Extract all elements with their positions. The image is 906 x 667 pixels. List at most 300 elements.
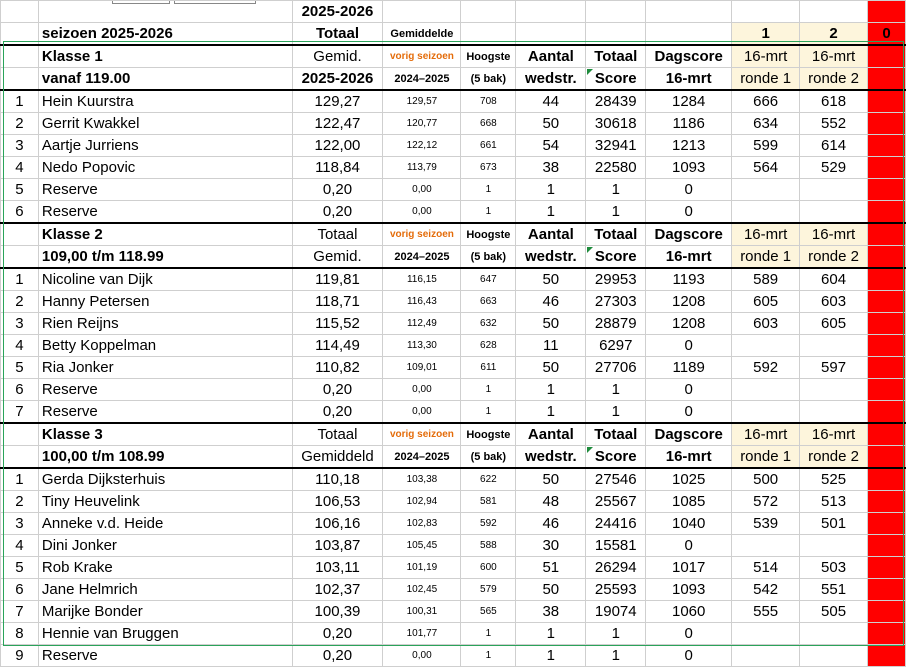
matches-cell[interactable]: 50 — [516, 357, 586, 379]
player-name[interactable]: Jane Helmrich — [38, 579, 292, 601]
high-score-cell[interactable]: 647 — [461, 268, 516, 291]
prev-season-avg[interactable]: 0,00 — [383, 645, 461, 667]
red-column-cell[interactable] — [868, 423, 906, 446]
player-name[interactable]: Reserve — [38, 645, 292, 667]
matches-header-bottom[interactable]: wedstr. — [516, 246, 586, 269]
red-column-cell[interactable] — [868, 113, 906, 135]
prev-season-avg[interactable]: 102,45 — [383, 579, 461, 601]
red-column-cell[interactable] — [868, 201, 906, 224]
matches-cell[interactable]: 30 — [516, 535, 586, 557]
rank-cell[interactable]: 1 — [1, 90, 39, 113]
matches-cell[interactable]: 50 — [516, 579, 586, 601]
high-header-bottom[interactable]: (5 bak) — [461, 246, 516, 269]
matches-cell[interactable]: 50 — [516, 313, 586, 335]
matches-cell[interactable]: 44 — [516, 90, 586, 113]
red-column-cell[interactable] — [868, 268, 906, 291]
dagscore-cell[interactable]: 1213 — [646, 135, 732, 157]
round2-header-bottom[interactable]: ronde 2 — [800, 246, 868, 269]
total-score-cell[interactable]: 26294 — [586, 557, 646, 579]
high-score-cell[interactable]: 663 — [461, 291, 516, 313]
average-cell[interactable]: 119,81 — [292, 268, 383, 291]
high-score-cell[interactable]: 565 — [461, 601, 516, 623]
dagscore-cell[interactable]: 1017 — [646, 557, 732, 579]
prev-season-years[interactable]: 2024–2025 — [383, 446, 461, 469]
round1-score[interactable] — [732, 201, 800, 224]
round2-score[interactable]: 614 — [800, 135, 868, 157]
rank-cell[interactable]: 5 — [1, 179, 39, 201]
average-cell[interactable]: 122,00 — [292, 135, 383, 157]
dagscore-cell[interactable]: 0 — [646, 401, 732, 424]
matches-cell[interactable]: 46 — [516, 513, 586, 535]
red-column-cell[interactable] — [868, 68, 906, 91]
high-score-cell[interactable]: 673 — [461, 157, 516, 179]
player-name[interactable]: Nedo Popovic — [38, 157, 292, 179]
matches-header-top[interactable]: Aantal — [516, 423, 586, 446]
high-score-cell[interactable]: 622 — [461, 468, 516, 491]
player-name[interactable]: Ria Jonker — [38, 357, 292, 379]
round1-score[interactable] — [732, 335, 800, 357]
red-column-cell[interactable] — [868, 357, 906, 379]
red-column-cell[interactable] — [868, 401, 906, 424]
cell[interactable] — [1, 246, 39, 269]
matches-cell[interactable]: 50 — [516, 268, 586, 291]
cell[interactable] — [1, 1, 39, 23]
matches-cell[interactable]: 50 — [516, 113, 586, 135]
red-column-cell[interactable] — [868, 179, 906, 201]
prev-season-avg[interactable]: 100,31 — [383, 601, 461, 623]
round2-header-bottom[interactable]: ronde 2 — [800, 446, 868, 469]
high-score-cell[interactable]: 579 — [461, 579, 516, 601]
red-column-cell[interactable] — [868, 645, 906, 667]
high-score-cell[interactable]: 632 — [461, 313, 516, 335]
prev-season-avg[interactable]: 0,00 — [383, 179, 461, 201]
average-cell[interactable]: 0,20 — [292, 623, 383, 645]
red-column-cell[interactable] — [868, 90, 906, 113]
dagscore-cell[interactable]: 1208 — [646, 291, 732, 313]
matches-cell[interactable]: 1 — [516, 379, 586, 401]
class-name[interactable]: Klasse 2 — [38, 223, 292, 246]
player-name[interactable]: Rien Reijns — [38, 313, 292, 335]
average-cell[interactable]: 110,18 — [292, 468, 383, 491]
round2-score[interactable]: 513 — [800, 491, 868, 513]
avg-header-top[interactable]: Totaal — [292, 423, 383, 446]
round2-score[interactable]: 503 — [800, 557, 868, 579]
round1-header-top[interactable]: 16-mrt — [732, 223, 800, 246]
round1-header-top[interactable]: 16-mrt — [732, 45, 800, 68]
player-name[interactable]: Gerrit Kwakkel — [38, 113, 292, 135]
round2-score[interactable]: 525 — [800, 468, 868, 491]
average-cell[interactable]: 103,11 — [292, 557, 383, 579]
round1-score[interactable]: 592 — [732, 357, 800, 379]
player-name[interactable]: Rob Krake — [38, 557, 292, 579]
rank-cell[interactable]: 7 — [1, 401, 39, 424]
round2-score[interactable]: 603 — [800, 291, 868, 313]
cell[interactable] — [1, 223, 39, 246]
prev-season-avg[interactable]: 102,83 — [383, 513, 461, 535]
round1-score[interactable]: 589 — [732, 268, 800, 291]
prev-season-avg[interactable]: 112,49 — [383, 313, 461, 335]
average-cell[interactable]: 0,20 — [292, 179, 383, 201]
high-header-top[interactable]: Hoogste — [461, 45, 516, 68]
round1-score[interactable] — [732, 535, 800, 557]
dagscore-cell[interactable]: 0 — [646, 623, 732, 645]
dagscore-cell[interactable]: 1040 — [646, 513, 732, 535]
round2-score[interactable]: 529 — [800, 157, 868, 179]
player-name[interactable]: Reserve — [38, 379, 292, 401]
total-score-header-bottom[interactable]: Score — [586, 246, 646, 269]
class-name[interactable]: Klasse 3 — [38, 423, 292, 446]
round1-score[interactable]: 500 — [732, 468, 800, 491]
last-column-number[interactable]: 0 — [868, 23, 906, 46]
round1-score[interactable]: 555 — [732, 601, 800, 623]
cell[interactable] — [1, 68, 39, 91]
rank-cell[interactable]: 6 — [1, 379, 39, 401]
rank-cell[interactable]: 2 — [1, 291, 39, 313]
player-name[interactable]: Reserve — [38, 201, 292, 224]
average-cell[interactable]: 106,53 — [292, 491, 383, 513]
high-score-cell[interactable]: 1 — [461, 645, 516, 667]
rank-cell[interactable]: 5 — [1, 557, 39, 579]
matches-cell[interactable]: 51 — [516, 557, 586, 579]
round1-score[interactable]: 666 — [732, 90, 800, 113]
total-score-header-bottom[interactable]: Score — [586, 446, 646, 469]
red-column-cell[interactable] — [868, 601, 906, 623]
gemiddelde-label[interactable]: Gemiddelde — [383, 23, 461, 46]
matches-cell[interactable]: 1 — [516, 645, 586, 667]
rank-cell[interactable]: 4 — [1, 535, 39, 557]
prev-season-header[interactable]: vorig seizoen — [383, 45, 461, 68]
player-name[interactable]: Nicoline van Dijk — [38, 268, 292, 291]
round2-score[interactable] — [800, 535, 868, 557]
round2-score[interactable] — [800, 645, 868, 667]
rank-cell[interactable]: 3 — [1, 313, 39, 335]
rank-cell[interactable]: 4 — [1, 157, 39, 179]
round2-score[interactable]: 618 — [800, 90, 868, 113]
player-name[interactable]: Dini Jonker — [38, 535, 292, 557]
high-score-cell[interactable]: 1 — [461, 179, 516, 201]
high-score-cell[interactable]: 581 — [461, 491, 516, 513]
total-score-header-top[interactable]: Totaal — [586, 45, 646, 68]
matches-cell[interactable]: 46 — [516, 291, 586, 313]
average-cell[interactable]: 110,82 — [292, 357, 383, 379]
prev-season-avg[interactable]: 129,57 — [383, 90, 461, 113]
red-column-cell[interactable] — [868, 1, 906, 23]
prev-season-years[interactable]: 2024–2025 — [383, 246, 461, 269]
class-range[interactable]: vanaf 119.00 — [38, 68, 292, 91]
round1-score[interactable]: 605 — [732, 291, 800, 313]
high-score-cell[interactable]: 1 — [461, 401, 516, 424]
round1-score[interactable]: 542 — [732, 579, 800, 601]
round2-header-top[interactable]: 16-mrt — [800, 423, 868, 446]
round1-header-bottom[interactable]: ronde 1 — [732, 446, 800, 469]
round2-score[interactable]: 505 — [800, 601, 868, 623]
high-header-bottom[interactable]: (5 bak) — [461, 68, 516, 91]
player-name[interactable]: Aartje Jurriens — [38, 135, 292, 157]
red-column-cell[interactable] — [868, 157, 906, 179]
total-score-cell[interactable]: 27706 — [586, 357, 646, 379]
dagscore-cell[interactable]: 1085 — [646, 491, 732, 513]
red-column-cell[interactable] — [868, 557, 906, 579]
total-score-cell[interactable]: 1 — [586, 401, 646, 424]
rank-cell[interactable]: 1 — [1, 468, 39, 491]
red-column-cell[interactable] — [868, 491, 906, 513]
total-score-cell[interactable]: 1 — [586, 201, 646, 224]
red-column-cell[interactable] — [868, 535, 906, 557]
matches-header-bottom[interactable]: wedstr. — [516, 446, 586, 469]
high-score-cell[interactable]: 661 — [461, 135, 516, 157]
rank-cell[interactable]: 2 — [1, 491, 39, 513]
cell[interactable] — [646, 23, 732, 46]
prev-season-avg[interactable]: 120,77 — [383, 113, 461, 135]
prev-season-avg[interactable]: 113,30 — [383, 335, 461, 357]
red-column-cell[interactable] — [868, 623, 906, 645]
red-column-cell[interactable] — [868, 246, 906, 269]
average-cell[interactable]: 102,37 — [292, 579, 383, 601]
average-cell[interactable]: 0,20 — [292, 401, 383, 424]
dagscore-header-bottom[interactable]: 16-mrt — [646, 246, 732, 269]
matches-cell[interactable]: 1 — [516, 401, 586, 424]
rank-cell[interactable]: 1 — [1, 268, 39, 291]
high-score-cell[interactable]: 628 — [461, 335, 516, 357]
prev-season-years[interactable]: 2024–2025 — [383, 68, 461, 91]
total-score-cell[interactable]: 29953 — [586, 268, 646, 291]
dagscore-cell[interactable]: 1208 — [646, 313, 732, 335]
round1-score[interactable]: 572 — [732, 491, 800, 513]
rank-cell[interactable]: 3 — [1, 135, 39, 157]
dagscore-cell[interactable]: 1193 — [646, 268, 732, 291]
high-score-cell[interactable]: 1 — [461, 201, 516, 224]
total-score-header-top[interactable]: Totaal — [586, 223, 646, 246]
round2-score[interactable]: 605 — [800, 313, 868, 335]
cell[interactable] — [461, 1, 516, 23]
matches-cell[interactable]: 1 — [516, 179, 586, 201]
cell[interactable] — [586, 23, 646, 46]
matches-cell[interactable]: 11 — [516, 335, 586, 357]
average-cell[interactable]: 115,52 — [292, 313, 383, 335]
player-name[interactable]: Gerda Dijksterhuis — [38, 468, 292, 491]
prev-season-avg[interactable]: 103,38 — [383, 468, 461, 491]
average-cell[interactable]: 0,20 — [292, 379, 383, 401]
high-score-cell[interactable]: 1 — [461, 623, 516, 645]
round1-header-top[interactable]: 16-mrt — [732, 423, 800, 446]
cell[interactable] — [383, 1, 461, 23]
cell[interactable] — [800, 1, 868, 23]
round1-score[interactable]: 603 — [732, 313, 800, 335]
dagscore-cell[interactable]: 0 — [646, 335, 732, 357]
matches-header-top[interactable]: Aantal — [516, 223, 586, 246]
round2-header-bottom[interactable]: ronde 2 — [800, 68, 868, 91]
avg-header-top[interactable]: Gemid. — [292, 45, 383, 68]
rank-cell[interactable]: 9 — [1, 645, 39, 667]
dagscore-cell[interactable]: 0 — [646, 535, 732, 557]
total-label[interactable]: Totaal — [292, 23, 383, 46]
average-cell[interactable]: 118,84 — [292, 157, 383, 179]
high-score-cell[interactable]: 592 — [461, 513, 516, 535]
red-column-cell[interactable] — [868, 379, 906, 401]
average-cell[interactable]: 118,71 — [292, 291, 383, 313]
dagscore-cell[interactable]: 1060 — [646, 601, 732, 623]
dagscore-cell[interactable]: 1025 — [646, 468, 732, 491]
round2-score[interactable] — [800, 179, 868, 201]
total-score-cell[interactable]: 28439 — [586, 90, 646, 113]
prev-season-avg[interactable]: 101,19 — [383, 557, 461, 579]
round1-score[interactable] — [732, 645, 800, 667]
matches-cell[interactable]: 50 — [516, 468, 586, 491]
prev-season-avg[interactable]: 0,00 — [383, 401, 461, 424]
round2-score[interactable] — [800, 379, 868, 401]
total-score-cell[interactable]: 27303 — [586, 291, 646, 313]
total-score-header-top[interactable]: Totaal — [586, 423, 646, 446]
cell[interactable] — [516, 23, 586, 46]
round1-score[interactable]: 539 — [732, 513, 800, 535]
average-cell[interactable]: 122,47 — [292, 113, 383, 135]
round1-score[interactable] — [732, 379, 800, 401]
rank-cell[interactable]: 7 — [1, 601, 39, 623]
dagscore-header-bottom[interactable]: 16-mrt — [646, 446, 732, 469]
round1-score[interactable] — [732, 179, 800, 201]
prev-season-avg[interactable]: 113,79 — [383, 157, 461, 179]
high-score-cell[interactable]: 708 — [461, 90, 516, 113]
round2-number[interactable]: 2 — [800, 23, 868, 46]
high-header-top[interactable]: Hoogste — [461, 423, 516, 446]
top-year-cell[interactable]: 2025-2026 — [292, 1, 383, 23]
avg-header-top[interactable]: Totaal — [292, 223, 383, 246]
prev-season-header[interactable]: vorig seizoen — [383, 423, 461, 446]
average-cell[interactable]: 103,87 — [292, 535, 383, 557]
high-score-cell[interactable]: 1 — [461, 379, 516, 401]
round2-score[interactable]: 604 — [800, 268, 868, 291]
high-score-cell[interactable]: 600 — [461, 557, 516, 579]
player-name[interactable]: Marijke Bonder — [38, 601, 292, 623]
dagscore-header-top[interactable]: Dagscore — [646, 423, 732, 446]
average-cell[interactable]: 114,49 — [292, 335, 383, 357]
prev-season-avg[interactable]: 122,12 — [383, 135, 461, 157]
matches-cell[interactable]: 38 — [516, 601, 586, 623]
round1-header-bottom[interactable]: ronde 1 — [732, 246, 800, 269]
round2-header-top[interactable]: 16-mrt — [800, 45, 868, 68]
player-name[interactable]: Reserve — [38, 401, 292, 424]
red-column-cell[interactable] — [868, 513, 906, 535]
red-column-cell[interactable] — [868, 335, 906, 357]
red-column-cell[interactable] — [868, 468, 906, 491]
average-cell[interactable]: 106,16 — [292, 513, 383, 535]
high-header-bottom[interactable]: (5 bak) — [461, 446, 516, 469]
player-name[interactable]: Tiny Heuvelink — [38, 491, 292, 513]
round1-score[interactable]: 564 — [732, 157, 800, 179]
player-name[interactable]: Betty Koppelman — [38, 335, 292, 357]
round1-score[interactable] — [732, 401, 800, 424]
total-score-cell[interactable]: 25567 — [586, 491, 646, 513]
high-header-top[interactable]: Hoogste — [461, 223, 516, 246]
dagscore-cell[interactable]: 1093 — [646, 157, 732, 179]
high-score-cell[interactable]: 611 — [461, 357, 516, 379]
round2-score[interactable]: 597 — [800, 357, 868, 379]
total-score-cell[interactable]: 1 — [586, 179, 646, 201]
player-name[interactable]: Anneke v.d. Heide — [38, 513, 292, 535]
total-score-cell[interactable]: 22580 — [586, 157, 646, 179]
average-cell[interactable]: 0,20 — [292, 201, 383, 224]
cell[interactable] — [38, 1, 292, 23]
rank-cell[interactable]: 6 — [1, 201, 39, 224]
total-score-cell[interactable]: 1 — [586, 645, 646, 667]
rank-cell[interactable]: 2 — [1, 113, 39, 135]
dagscore-header-bottom[interactable]: 16-mrt — [646, 68, 732, 91]
red-column-cell[interactable] — [868, 446, 906, 469]
red-column-cell[interactable] — [868, 579, 906, 601]
round2-score[interactable]: 501 — [800, 513, 868, 535]
dagscore-header-top[interactable]: Dagscore — [646, 45, 732, 68]
avg-header-bottom[interactable]: Gemid. — [292, 246, 383, 269]
average-cell[interactable]: 0,20 — [292, 645, 383, 667]
round1-number[interactable]: 1 — [732, 23, 800, 46]
round1-score[interactable]: 634 — [732, 113, 800, 135]
dagscore-cell[interactable]: 1093 — [646, 579, 732, 601]
total-score-cell[interactable]: 32941 — [586, 135, 646, 157]
dagscore-header-top[interactable]: Dagscore — [646, 223, 732, 246]
average-cell[interactable]: 100,39 — [292, 601, 383, 623]
round2-score[interactable]: 552 — [800, 113, 868, 135]
player-name[interactable]: Hennie van Bruggen — [38, 623, 292, 645]
red-column-cell[interactable] — [868, 45, 906, 68]
class-range[interactable]: 109,00 t/m 118.99 — [38, 246, 292, 269]
total-score-cell[interactable]: 6297 — [586, 335, 646, 357]
round2-header-top[interactable]: 16-mrt — [800, 223, 868, 246]
cell[interactable] — [732, 1, 800, 23]
cell[interactable] — [1, 23, 39, 46]
class-name[interactable]: Klasse 1 — [38, 45, 292, 68]
prev-season-avg[interactable]: 116,43 — [383, 291, 461, 313]
red-column-cell[interactable] — [868, 313, 906, 335]
matches-cell[interactable]: 54 — [516, 135, 586, 157]
round1-score[interactable]: 514 — [732, 557, 800, 579]
total-score-cell[interactable]: 1 — [586, 623, 646, 645]
season-label[interactable]: seizoen 2025-2026 — [38, 23, 292, 46]
round2-score[interactable]: 551 — [800, 579, 868, 601]
high-score-cell[interactable]: 668 — [461, 113, 516, 135]
round1-header-bottom[interactable]: ronde 1 — [732, 68, 800, 91]
prev-season-avg[interactable]: 109,01 — [383, 357, 461, 379]
avg-header-bottom[interactable]: 2025-2026 — [292, 68, 383, 91]
player-name[interactable]: Hanny Petersen — [38, 291, 292, 313]
total-score-header-bottom[interactable]: Score — [586, 68, 646, 91]
matches-header-top[interactable]: Aantal — [516, 45, 586, 68]
matches-cell[interactable]: 38 — [516, 157, 586, 179]
matches-cell[interactable]: 1 — [516, 623, 586, 645]
total-score-cell[interactable]: 27546 — [586, 468, 646, 491]
cell[interactable] — [1, 45, 39, 68]
total-score-cell[interactable]: 28879 — [586, 313, 646, 335]
cell[interactable] — [516, 1, 586, 23]
total-score-cell[interactable]: 1 — [586, 379, 646, 401]
prev-season-avg[interactable]: 101,77 — [383, 623, 461, 645]
round2-score[interactable] — [800, 401, 868, 424]
rank-cell[interactable]: 8 — [1, 623, 39, 645]
dagscore-cell[interactable]: 1284 — [646, 90, 732, 113]
red-column-cell[interactable] — [868, 223, 906, 246]
total-score-cell[interactable]: 24416 — [586, 513, 646, 535]
prev-season-avg[interactable]: 105,45 — [383, 535, 461, 557]
total-score-cell[interactable]: 19074 — [586, 601, 646, 623]
round2-score[interactable] — [800, 623, 868, 645]
prev-season-avg[interactable]: 102,94 — [383, 491, 461, 513]
dagscore-cell[interactable]: 0 — [646, 179, 732, 201]
dagscore-cell[interactable]: 1186 — [646, 113, 732, 135]
cell[interactable] — [1, 423, 39, 446]
rank-cell[interactable]: 3 — [1, 513, 39, 535]
total-score-cell[interactable]: 25593 — [586, 579, 646, 601]
prev-season-avg[interactable]: 0,00 — [383, 379, 461, 401]
round2-score[interactable] — [800, 335, 868, 357]
